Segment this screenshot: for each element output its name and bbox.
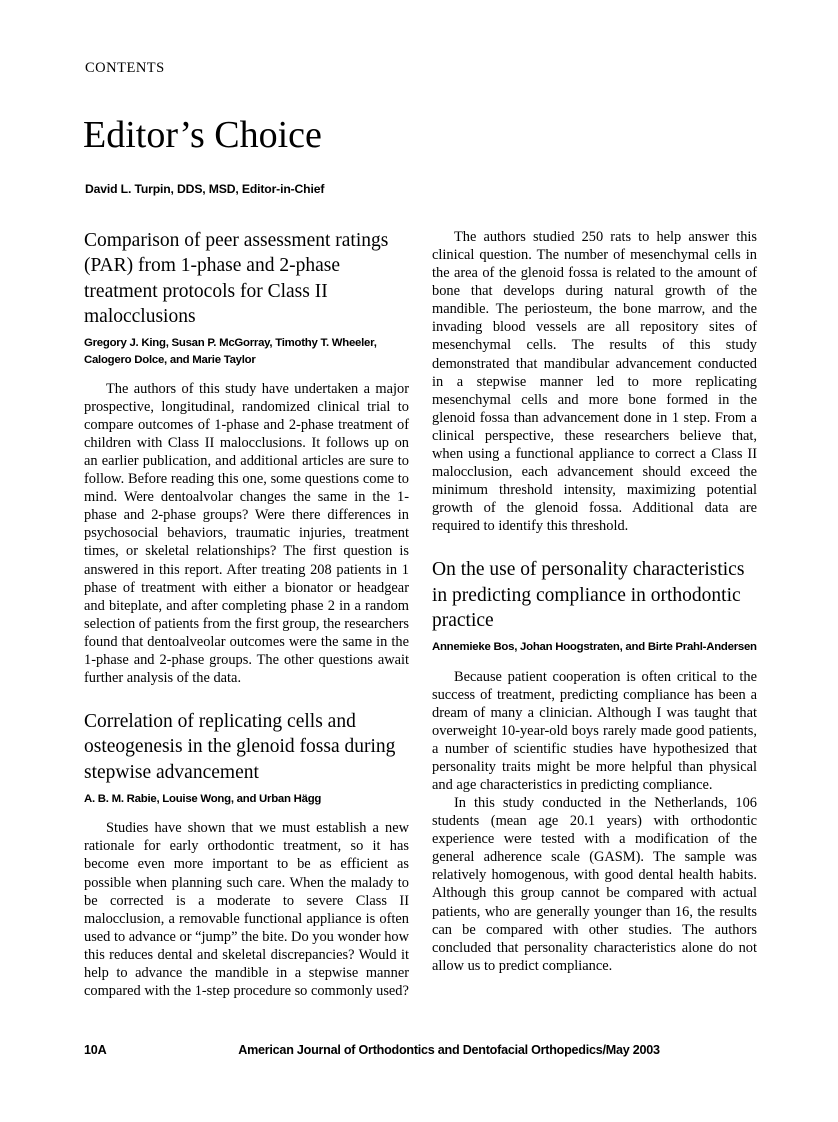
article-paragraph: The authors studied 250 rats to help answer this clinical question. The number of mesenchymal cells in the area of the glenoid fossa is related to the amount of bone that develops during natural growth of the mandible. The periosteum, the bone marrow, and the invading blood vessels are all repository sites of mesenchymal cells. The results of this study demonstrated that mandibular advancement conducted in a stepwise manner led to more replicating mesenchymal cells and more bone formed in the glenoid fossa than advancement done in 1 step. From a clinical perspective, these researchers believe that, when using a functional appliance to correct a Class II malocclusion, each advancement should exceed the minimum threshold intensity, maximizing potential growth of the glenoid fossa. Additional data are required to identify this threshold. (432, 229, 757, 535)
article-title: Correlation of replicating cells and osteogenesis in the glenoid fossa during stepwise advancement (84, 711, 396, 783)
article-title: Comparison of peer assessment ratings (PAR) from 1-phase and 2-phase treatment protocols for Class II malocclusions (84, 230, 389, 328)
article-paragraph: Because patient cooperation is often critical to the success of treatment, predicting compliance has been a dream of many a clinician. Although I was taught that overweight 10-year-old boys rarely made good patients, a number of scientific studies have hypothesized that personality traits might be more helpful than physical and age characteristics in predicting compliance. (432, 668, 757, 794)
column-spacer (432, 535, 757, 557)
article-glenoid-fossa-continued (432, 228, 757, 535)
article-paragraph: The authors of this study have undertaken a major prospective, longitudinal, randomized clinical trial to compare outcomes of 1-phase and 2-phase treatment of children with Class II malocclusions. It follows up on an earlier publication, and additional articles are sure to follow. Before reading this one, some questions come to mind. Were dentoalvolar changes the same in the 1-phase and 2-phase groups? Were there differences in psychosocial behaviors, traumatic injuries, treatment times, or skeletal relationships? The first question is answered in this report. After treating 208 patients in 1 phase of treatment with either a bionator or headgear and biteplate, and after completing phase 2 in a random selection of patients from the first group, the researchers found that dentoalveolar outcomes were the same in the 1-phase and 2-phase groups. The other questions await further analysis of the data. (84, 380, 409, 686)
editor-byline: David L. Turpin, DDS, MSD, Editor-in-Chief (85, 182, 325, 196)
article-par-ratings (84, 228, 409, 687)
article-byline: A. B. M. Rabie, Louise Wong, and Urban Hägg (84, 793, 322, 806)
page-footer (0, 1043, 838, 1065)
page-number: 10A (84, 1043, 107, 1057)
article-paragraph: In this study conducted in the Netherlands, 106 students (mean age 20.1 years) with orthodontic experience were tested with a modification of the general adherence scale (GASM). The sample was relatively homogenous, with good dental health habits. Although this group cannot be compared with actual patients, who are generally younger than 16, the results can be compared with other studies. The authors concluded that personality characteristics alone do not allow us to predict compliance. (432, 795, 757, 974)
contents-kicker: CONTENTS (85, 60, 165, 76)
article-glenoid-fossa (84, 709, 409, 1000)
article-byline: Annemieke Bos, Johan Hoogstraten, and Birte Prahl-Andersen (432, 641, 757, 654)
column-spacer (84, 687, 409, 709)
running-title: American Journal of Orthodontics and Dentofacial Orthopedics/May 2003 (238, 1043, 660, 1057)
column-left (84, 228, 409, 1000)
article-paragraph: Studies have shown that we must establish a new rationale for early orthodontic treatment, so it has become even more important to be as efficient as possible when planning such care. When the malady to be corrected is a moderate to severe Class II malocclusion, a removable functional appliance is often used to advance or “jump” the bite. Do you wonder how this reduces dental and skeletal discrepancies? Would it help to advance the mandible in a stepwise manner compared with the 1-step procedure so commonly used? (84, 820, 409, 999)
page-title: Editor’s Choice (83, 114, 322, 156)
article-byline: Gregory J. King, Susan P. McGorray, Timothy T. Wheeler, Calogero Dolce, and Marie Taylor (84, 337, 377, 366)
article-personality (432, 557, 757, 975)
column-right (432, 228, 757, 975)
article-title: On the use of personality characteristics in predicting compliance in orthodontic practice (432, 559, 745, 632)
